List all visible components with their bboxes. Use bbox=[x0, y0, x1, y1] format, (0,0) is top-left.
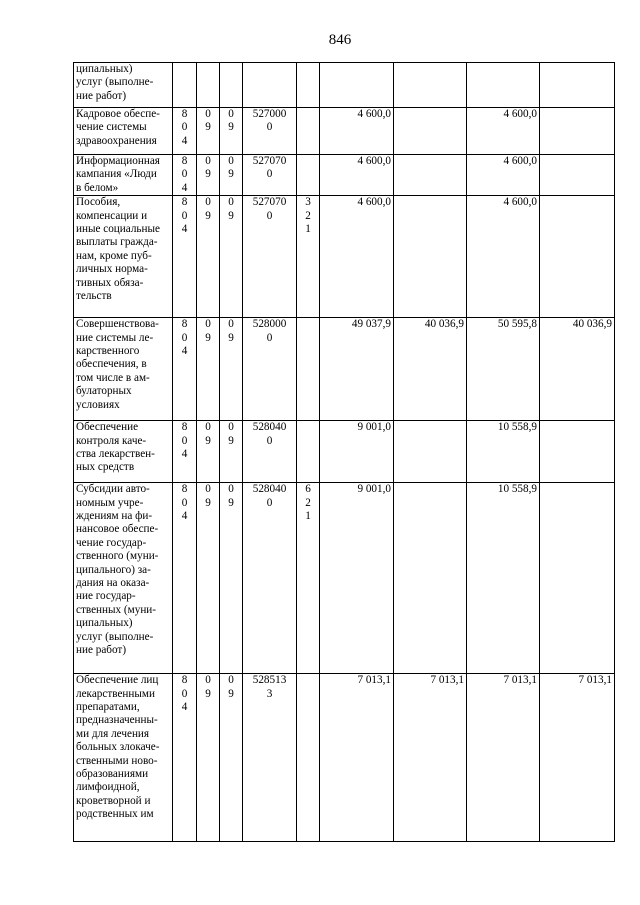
amount-1: 49 037,9 bbox=[320, 318, 394, 421]
amount-2 bbox=[394, 108, 467, 155]
amount-4: 40 036,9 bbox=[540, 318, 615, 421]
amount-2: 7 013,1 bbox=[394, 674, 467, 842]
target-article-code: 528513 3 bbox=[243, 674, 297, 842]
amount-3: 50 595,8 bbox=[467, 318, 540, 421]
row-name bbox=[74, 196, 173, 318]
row-name-line: ципальных) bbox=[76, 617, 133, 630]
table-row bbox=[74, 674, 615, 842]
amount-4: 7 013,1 bbox=[540, 674, 615, 842]
row-name-line: ние работ) bbox=[76, 644, 127, 657]
row-name-line: предназначенны- bbox=[76, 714, 158, 727]
page-number: 846 bbox=[328, 32, 352, 48]
expense-type-code: 3 2 1 bbox=[297, 196, 320, 318]
amount-3: 4 600,0 bbox=[467, 196, 540, 318]
ministry-code bbox=[173, 63, 197, 108]
row-name-line: ципального) за- bbox=[76, 563, 151, 576]
row-name-line: кроветворной и bbox=[76, 794, 151, 807]
target-article-code: 528040 0 bbox=[243, 421, 297, 483]
row-name-line: услуг (выполне- bbox=[76, 630, 154, 643]
target-article-code: 527070 0 bbox=[243, 196, 297, 318]
row-name-line: образованиями bbox=[76, 768, 149, 781]
row-name-line: ства лекарствен- bbox=[76, 448, 155, 461]
target-article-code bbox=[243, 63, 297, 108]
amount-2 bbox=[394, 196, 467, 318]
row-name-line: нам, кроме пуб- bbox=[76, 249, 152, 262]
amount-3: 10 558,9 bbox=[467, 483, 540, 674]
amount-3: 7 013,1 bbox=[467, 674, 540, 842]
row-name-line: нансовое обеспе- bbox=[76, 523, 159, 536]
table-row bbox=[74, 63, 615, 108]
row-name-line: личных норма- bbox=[76, 263, 148, 276]
section-code: 0 9 bbox=[197, 421, 220, 483]
section-code: 0 9 bbox=[197, 318, 220, 421]
row-name-line: чение государ- bbox=[76, 536, 147, 549]
row-name-line: тивных обяза- bbox=[76, 276, 144, 289]
row-name-line: Кадровое обеспе- bbox=[76, 108, 160, 120]
row-name-line: булаторных bbox=[76, 385, 132, 398]
ministry-code: 8 0 4 bbox=[173, 318, 197, 421]
row-name-line: ние системы ле- bbox=[76, 331, 154, 344]
expense-type-code bbox=[297, 674, 320, 842]
row-name-line: компенсации и bbox=[76, 209, 148, 222]
table-row bbox=[74, 196, 615, 318]
amount-2 bbox=[394, 421, 467, 483]
row-name-line: ципальных) bbox=[76, 63, 133, 75]
target-article-code: 528000 0 bbox=[243, 318, 297, 421]
row-name-line: ние государ- bbox=[76, 590, 136, 603]
section-code: 0 9 bbox=[197, 483, 220, 674]
row-name-line: больных злокаче- bbox=[76, 741, 160, 754]
amount-4 bbox=[540, 63, 615, 108]
amount-4 bbox=[540, 108, 615, 155]
amount-3: 4 600,0 bbox=[467, 108, 540, 155]
expense-type-code: 6 2 1 bbox=[297, 483, 320, 674]
row-name-line: контроля каче- bbox=[76, 434, 147, 447]
expense-type-code bbox=[297, 421, 320, 483]
row-name-line: ственного (муни- bbox=[76, 550, 159, 563]
ministry-code: 8 0 4 bbox=[173, 196, 197, 318]
row-name-line: ственными ново- bbox=[76, 754, 158, 767]
row-name-line: лекарственными bbox=[76, 687, 155, 700]
section-code: 0 9 bbox=[197, 108, 220, 155]
table-row bbox=[74, 318, 615, 421]
subsection-code: 0 9 bbox=[220, 674, 243, 842]
row-name-line: лимфоидной, bbox=[76, 781, 140, 794]
row-name-line: услуг (выполне- bbox=[76, 76, 154, 89]
row-name-line: Пособия, bbox=[76, 196, 121, 209]
section-code bbox=[197, 63, 220, 108]
row-name-line: ми для лечения bbox=[76, 727, 150, 740]
row-name-line: ных средств bbox=[76, 461, 135, 474]
amount-3: 10 558,9 bbox=[467, 421, 540, 483]
section-code: 0 9 bbox=[197, 674, 220, 842]
row-name-line: Субсидии авто- bbox=[76, 483, 150, 496]
expense-type-code bbox=[297, 318, 320, 421]
subsection-code: 0 9 bbox=[220, 155, 243, 196]
row-name-line: кампания «Люди bbox=[76, 168, 157, 181]
amount-1: 9 001,0 bbox=[320, 421, 394, 483]
expense-type-code bbox=[297, 108, 320, 155]
subsection-code: 0 9 bbox=[220, 318, 243, 421]
row-name-line: здравоохранения bbox=[76, 134, 157, 147]
row-name-line: ждениям на фи- bbox=[76, 510, 153, 523]
target-article-code: 527070 0 bbox=[243, 155, 297, 196]
ministry-code: 8 0 4 bbox=[173, 483, 197, 674]
amount-1: 4 600,0 bbox=[320, 196, 394, 318]
row-name-line: Информационная bbox=[76, 155, 160, 167]
target-article-code: 527000 0 bbox=[243, 108, 297, 155]
section-code: 0 9 bbox=[197, 155, 220, 196]
amount-1: 4 600,0 bbox=[320, 108, 394, 155]
expense-type-code bbox=[297, 155, 320, 196]
ministry-code: 8 0 4 bbox=[173, 421, 197, 483]
budget-table bbox=[73, 62, 615, 842]
amount-1: 4 600,0 bbox=[320, 155, 394, 196]
expense-type-code bbox=[297, 63, 320, 108]
table-row bbox=[74, 483, 615, 674]
row-name-line: условиях bbox=[76, 398, 120, 411]
row-name-line: иные социальные bbox=[76, 223, 161, 236]
row-name-line: номным учре- bbox=[76, 496, 144, 509]
amount-4 bbox=[540, 155, 615, 196]
amount-2: 40 036,9 bbox=[394, 318, 467, 421]
row-name bbox=[74, 674, 173, 842]
row-name-line: Совершенствова- bbox=[76, 318, 159, 331]
row-name-line: ственных (муни- bbox=[76, 603, 157, 616]
amount-1 bbox=[320, 63, 394, 108]
row-name-line: Обеспечение bbox=[76, 421, 139, 434]
amount-4 bbox=[540, 196, 615, 318]
row-name-line: обеспечения, в bbox=[76, 358, 147, 371]
table-body bbox=[74, 63, 615, 842]
subsection-code: 0 9 bbox=[220, 196, 243, 318]
row-name bbox=[74, 483, 173, 674]
row-name bbox=[74, 108, 173, 155]
amount-2 bbox=[394, 63, 467, 108]
row-name-line: дания на оказа- bbox=[76, 577, 150, 590]
row-name-line: том числе в ам- bbox=[76, 371, 150, 384]
ministry-code: 8 0 4 bbox=[173, 674, 197, 842]
subsection-code: 0 9 bbox=[220, 483, 243, 674]
row-name-line: в белом» bbox=[76, 181, 119, 194]
subsection-code: 0 9 bbox=[220, 108, 243, 155]
subsection-code: 0 9 bbox=[220, 421, 243, 483]
subsection-code bbox=[220, 63, 243, 108]
table-row bbox=[74, 421, 615, 483]
row-name bbox=[74, 421, 173, 483]
row-name bbox=[74, 155, 173, 196]
amount-4 bbox=[540, 483, 615, 674]
amount-2 bbox=[394, 483, 467, 674]
row-name-line: препаратами, bbox=[76, 701, 140, 714]
target-article-code: 528040 0 bbox=[243, 483, 297, 674]
row-name-line: чение системы bbox=[76, 121, 147, 134]
row-name-line: тельств bbox=[76, 290, 112, 303]
ministry-code: 8 0 4 bbox=[173, 108, 197, 155]
row-name bbox=[74, 63, 173, 108]
table-row bbox=[74, 108, 615, 155]
amount-1: 7 013,1 bbox=[320, 674, 394, 842]
row-name-line: родственных им bbox=[76, 808, 154, 821]
section-code: 0 9 bbox=[197, 196, 220, 318]
row-name-line: карственного bbox=[76, 345, 140, 358]
row-name-line: Обеспечение лиц bbox=[76, 674, 159, 687]
ministry-code: 8 0 4 bbox=[173, 155, 197, 196]
table-row bbox=[74, 155, 615, 196]
row-name-line: выплаты гражда- bbox=[76, 236, 158, 249]
amount-4 bbox=[540, 421, 615, 483]
row-name bbox=[74, 318, 173, 421]
amount-2 bbox=[394, 155, 467, 196]
amount-3 bbox=[467, 63, 540, 108]
amount-1: 9 001,0 bbox=[320, 483, 394, 674]
amount-3: 4 600,0 bbox=[467, 155, 540, 196]
row-name-line: ние работ) bbox=[76, 89, 127, 102]
